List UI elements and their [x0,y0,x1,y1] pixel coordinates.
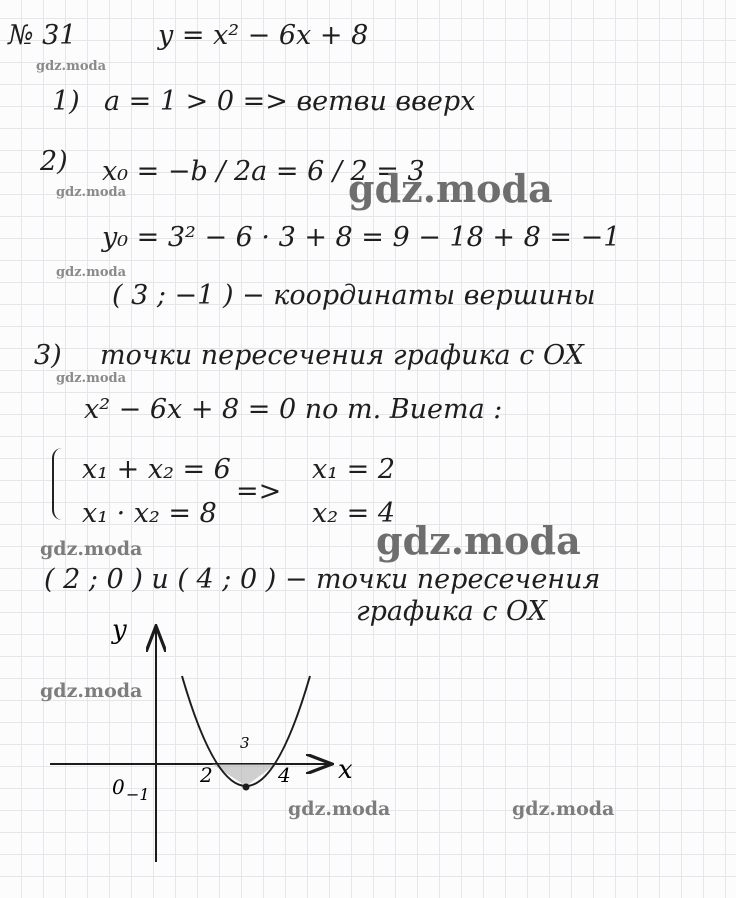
root-x2: x₂ = 4 [312,498,396,529]
conclusion-line-1: ( 2 ; 0 ) и ( 4 ; 0 ) − точки пересечения [44,564,601,595]
watermark: gdz.moda [40,538,143,560]
system-sum: x₁ + x₂ = 6 [82,454,231,485]
intersection-heading: точки пересечения графика с OX [100,340,584,371]
vertex-coordinates-line: ( 3 ; −1 ) − координаты вершины [112,280,596,311]
watermark: gdz.moda [56,265,127,280]
vertex-x-line: x₀ = −b / 2a = 6 / 2 = 3 [102,156,425,187]
y-axis-label: y [112,615,127,645]
watermark: gdz.moda [348,166,553,211]
root-x1: x₁ = 2 [312,454,396,485]
watermark: gdz.moda [40,680,143,702]
watermark: gdz.moda [56,185,127,200]
conclusion-line-2: графика с OX [356,596,547,627]
tick-label-4: 4 [278,763,291,787]
watermark: gdz.moda [36,59,107,74]
system-product: x₁ · x₂ = 8 [82,498,217,529]
vertex-y-line: y₀ = 3² − 6 · 3 + 8 = 9 − 18 + 8 = −1 [102,222,621,253]
system-arrow: => [236,476,282,507]
neg-one-label: −1 [126,785,150,804]
step-1-label: 1) [52,86,80,117]
watermark: gdz.moda [288,798,391,820]
vertex-point [243,784,250,791]
watermark: gdz.moda [376,518,581,563]
quadratic-equation-line: x² − 6x + 8 = 0 по т. Виета : [84,394,503,425]
origin-label: 0 [112,775,125,799]
vertex-x-label: 3 [240,734,250,752]
watermark: gdz.moda [512,798,615,820]
tick-label-2: 2 [200,763,213,787]
problem-number: № 31 [8,20,77,51]
step-3-label: 3) [34,340,62,371]
problem-equation: y = x² − 6x + 8 [158,20,369,51]
watermark: gdz.moda [56,371,127,386]
step-1-line: a = 1 > 0 => ветви вверх [104,86,476,117]
x-axis-label: x [338,755,353,785]
step-2-label: 2) [40,146,68,177]
